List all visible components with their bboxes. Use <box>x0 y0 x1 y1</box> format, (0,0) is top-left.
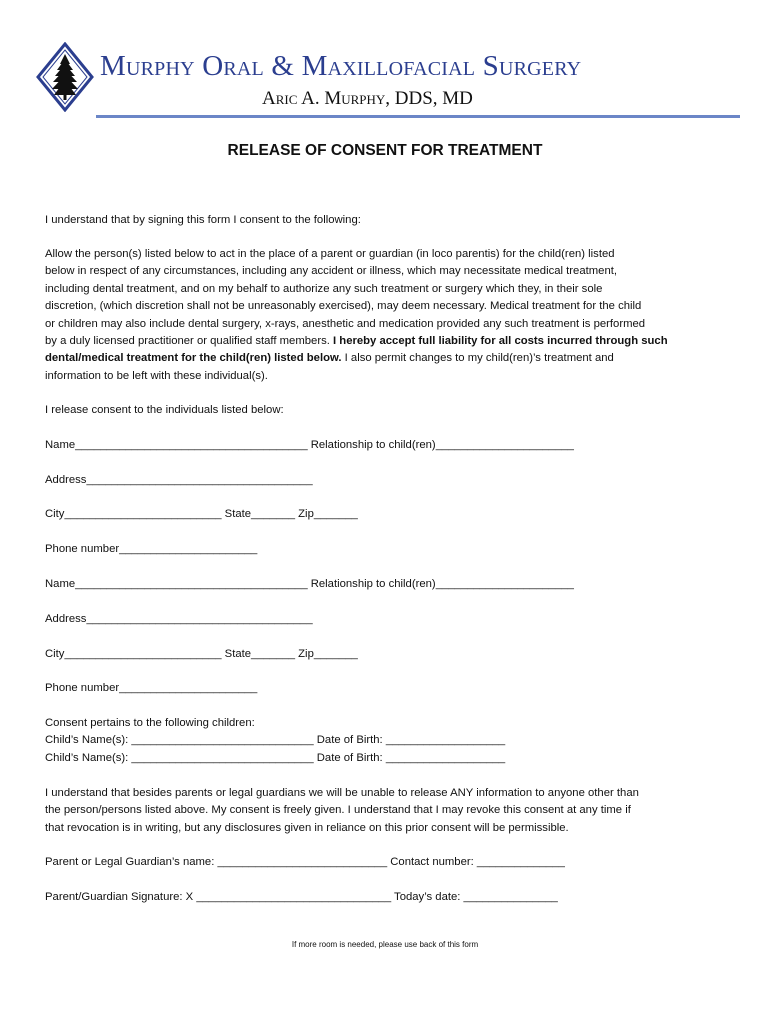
person1-name-field[interactable]: Name_____________________________________ Relationship to child(ren)______________________ <box>45 439 574 451</box>
child1-field[interactable]: Child’s Name(s): _____________________________ Date of Birth: ___________________ <box>45 734 506 746</box>
header-divider <box>96 115 740 118</box>
person2-city-state-zip-field[interactable]: City_________________________ State_______ Zip_______ <box>45 648 358 660</box>
paragraph-line: or children may also include dental surgery, x-rays, anesthetic and medication provided any such treatment is performed <box>45 317 646 330</box>
paragraph-line: Allow the person(s) listed below to act in the place of a parent or guardian (in loco parentis) for the child(ren) listed <box>45 248 615 260</box>
paragraph-line: below in respect of any circumstances, including any accident or illness, which may necessitate medical treatment, <box>45 265 618 278</box>
person2-address-field[interactable]: Address____________________________________ <box>45 613 313 625</box>
person2-phone-field[interactable]: Phone number______________________ <box>45 682 258 694</box>
paragraph-line <box>45 333 735 350</box>
practice-name: Murphy Oral & Maxillofacial Surgery <box>100 50 582 82</box>
paragraph-line: including dental treatment, and on my behalf to authorize any such treatment or surgery which they, in their sole <box>45 282 603 295</box>
authorization-paragraph <box>45 246 735 385</box>
paragraph-line: I understand that besides parents or legal guardians we will be unable to release ANY information to anyone other than <box>45 787 639 799</box>
paragraph-line: the person/persons listed above. My consent is freely given. I understand that I may revoke this consent at any time if <box>45 804 631 817</box>
document-title: RELEASE OF CONSENT FOR TREATMENT <box>227 142 543 159</box>
disclosure-paragraph <box>45 785 735 837</box>
person2-name-field[interactable]: Name_____________________________________ Relationship to child(ren)______________________ <box>45 578 574 590</box>
doctor-name: Aric A. Murphy, DDS, MD <box>262 88 473 109</box>
intro-text: I understand that by signing this form I consent to the following: <box>45 214 361 226</box>
signature-field[interactable]: Parent/Guardian Signature: X _______________________________ Today’s date: _______________ <box>45 891 558 903</box>
child2-field[interactable]: Child’s Name(s): _____________________________ Date of Birth: ___________________ <box>45 752 506 764</box>
paragraph-line: discretion, (which discretion shall not be unreasonably exercised), may deem necessary. Medical treatment for the child <box>45 300 642 313</box>
person1-phone-field[interactable]: Phone number______________________ <box>45 543 258 555</box>
pine-tree-logo-icon <box>36 42 94 112</box>
paragraph-line: that revocation is in writing, but any disclosures given in reliance on this prior consent will be permissible. <box>45 821 569 834</box>
release-intro: I release consent to the individuals listed below: <box>45 404 284 416</box>
liability-statement: I hereby accept full liability for all costs incurred through such <box>333 335 668 348</box>
person1-city-state-zip-field[interactable]: City_________________________ State_______ Zip_______ <box>45 508 358 520</box>
paragraph-text: by a duly licensed practitioner or qualified staff members. <box>45 335 334 348</box>
paragraph-line: information to be left with these individual(s). <box>45 369 268 382</box>
person1-address-field[interactable]: Address____________________________________ <box>45 474 313 486</box>
children-intro: Consent pertains to the following children: <box>45 717 255 729</box>
paragraph-text: I also permit changes to my child(ren)’s treatment and <box>341 352 614 365</box>
guardian-name-field[interactable]: Parent or Legal Guardian’s name: ___________________________ Contact number: ______________ <box>45 856 565 868</box>
footer-note: If more room is needed, please use back of this form <box>291 940 479 949</box>
liability-statement-cont: dental/medical treatment for the child(ren) listed below. <box>45 352 342 365</box>
paragraph-line <box>45 350 735 367</box>
